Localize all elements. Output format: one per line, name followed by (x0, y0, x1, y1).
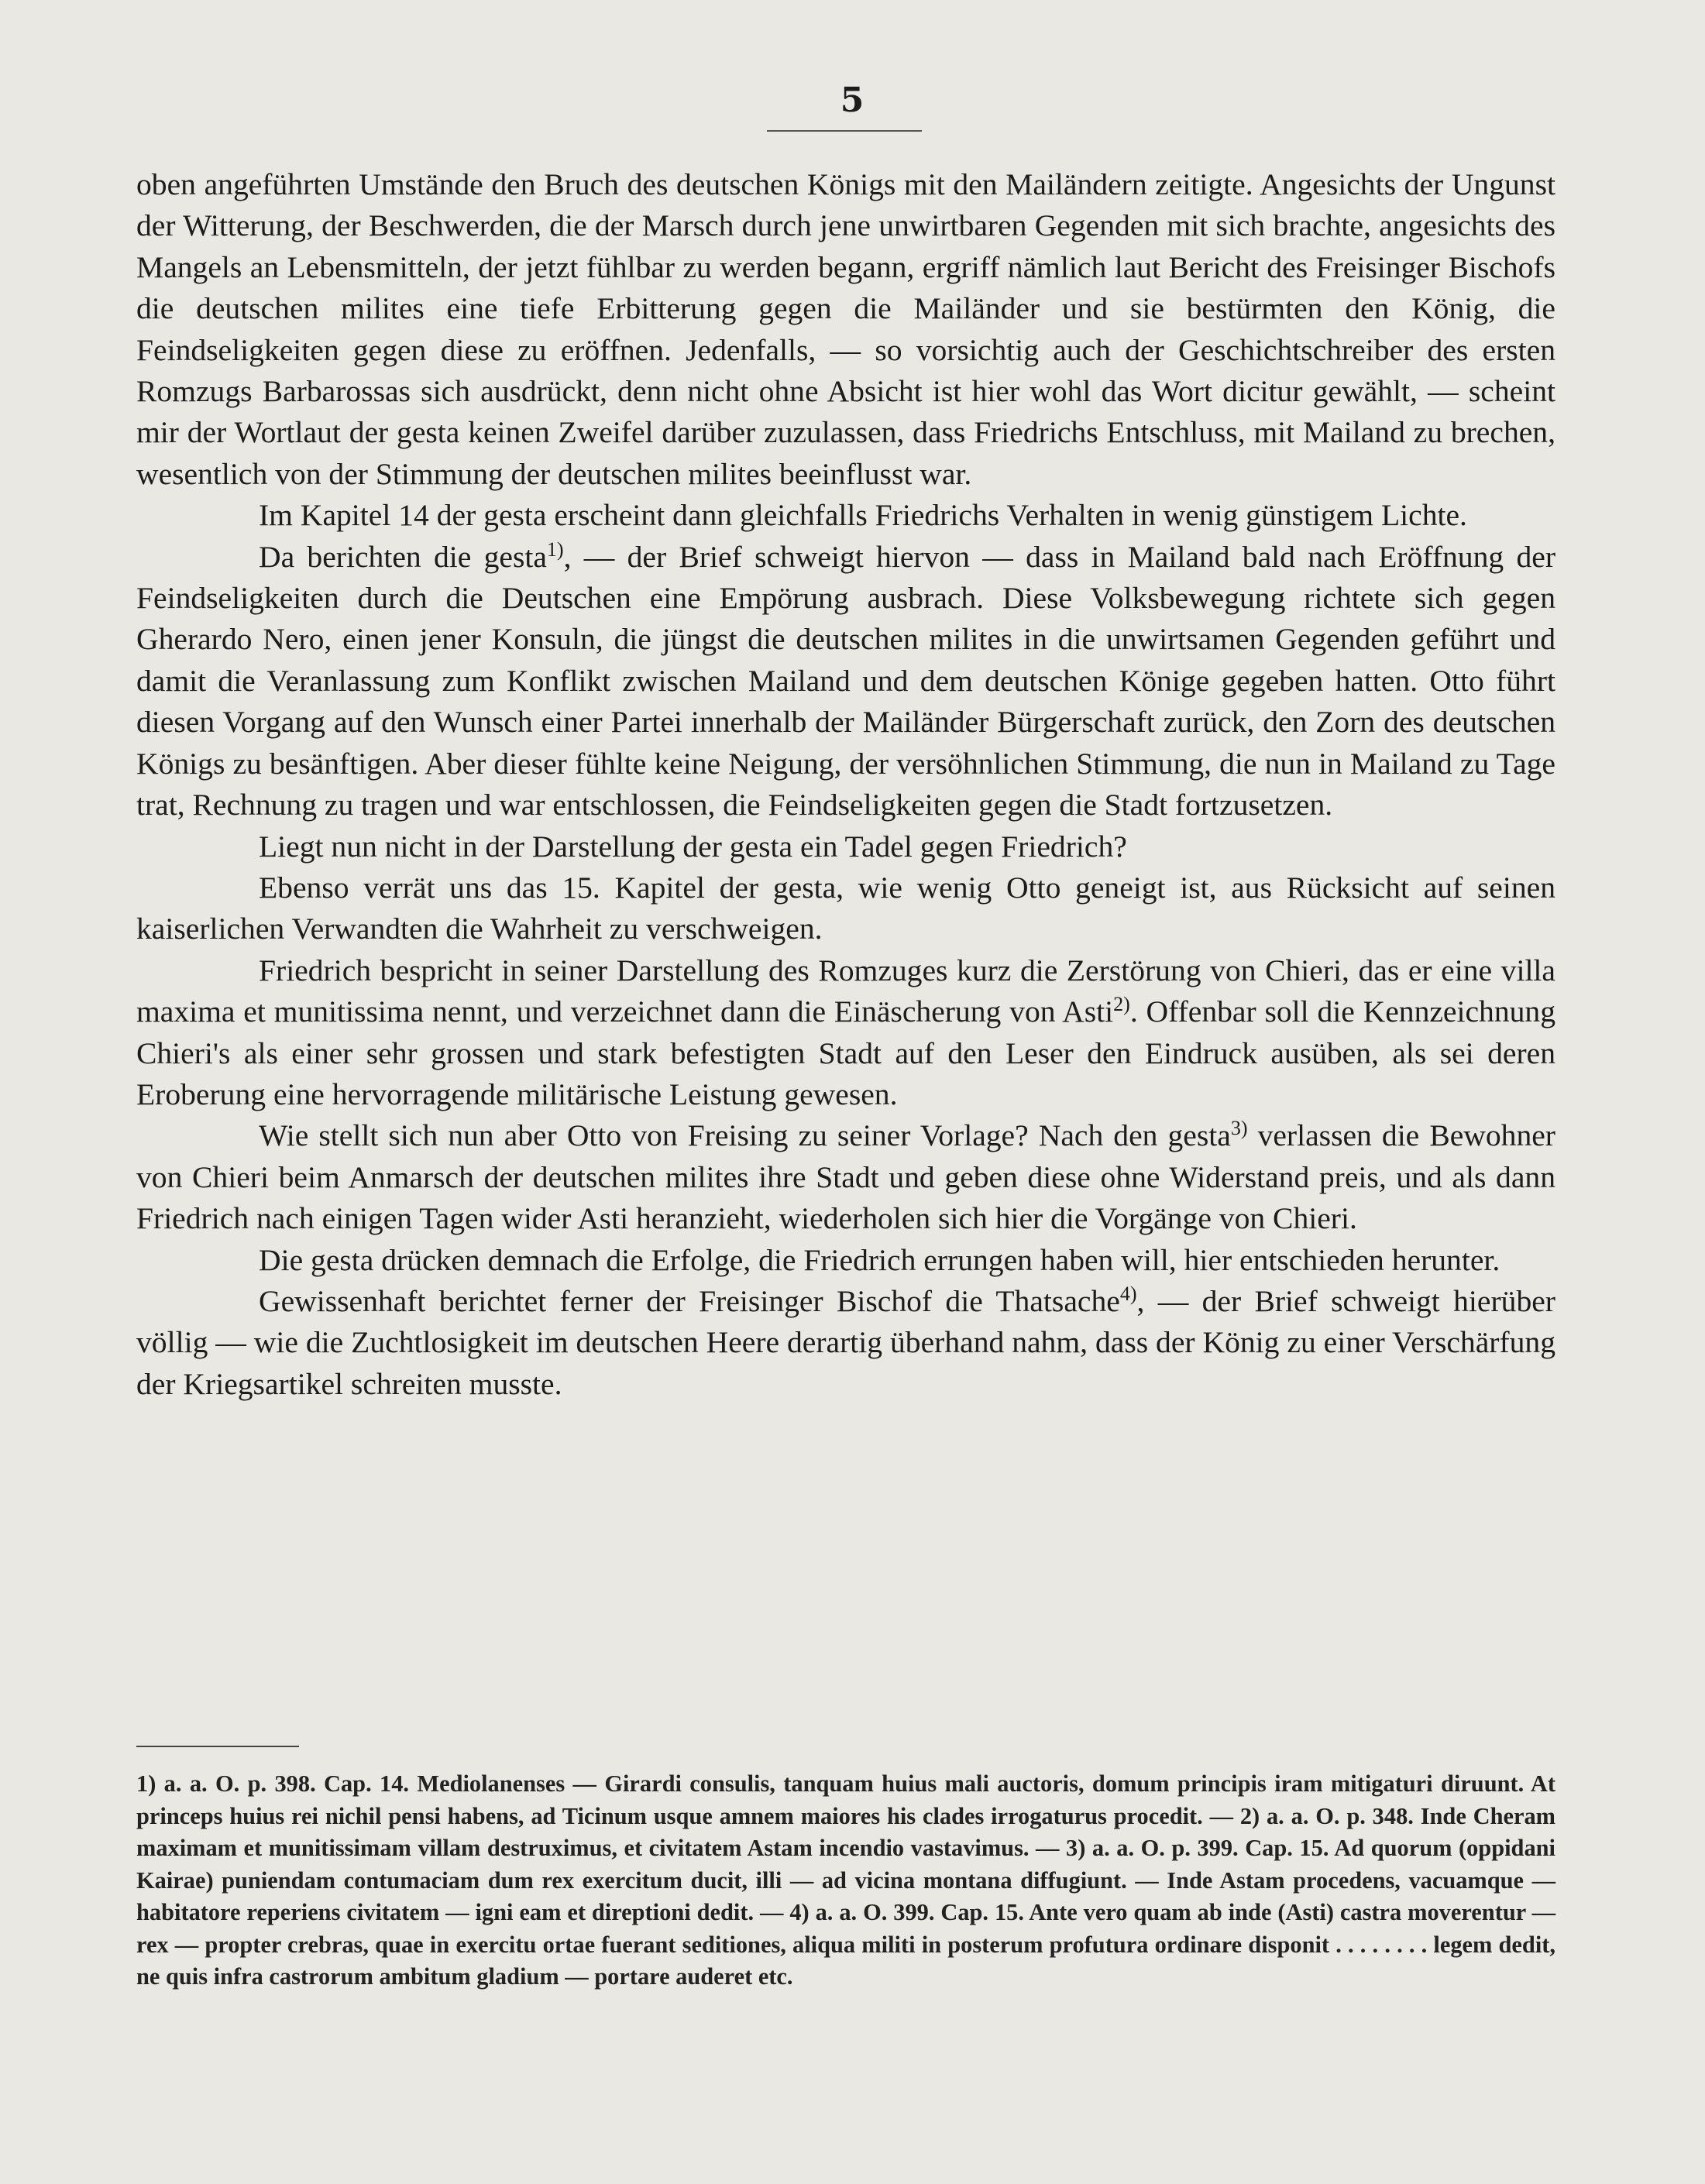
footnote-marker: 1) (546, 537, 564, 561)
footnote-divider (136, 1746, 299, 1747)
paragraph-text: verlassen die Bewohner von Chieri beim Anmarsch der deutschen milites ihre Stadt und geben diese ohne Widerstand preis, und als dann Friedrich nach einigen Tagen wider Asti heranzieht, wiederholen sich hier die Vorgänge von Chieri. (136, 1118, 1555, 1236)
footnote-text: 1) a. a. O. p. 398. Cap. 14. Mediolanenses — Girardi consulis, tanquam huius mali auctoris, domum principis iram mitigaturi diruunt. At princeps huius rei nichil pensi habens, ad Ticinum usque amnem maiores his clades irrogaturus procedit. — 2) a. a. O. p. 348. Inde Cheram maximam et munitissimam villam destruximus, et civitatem Astam incendio vastavimus. — 3) a. a. O. p. 399. Cap. 15. Ad quorum (oppidani Kairae) puniendam contumaciam dum rex exercitum ducit, illi — ad vicina montana diffugiunt. — Inde Astam procedens, vacuamque — habitatore reperiens civitatem — igni eam et direptioni dedit. — 4) a. a. O. 399. Cap. 15. Ante vero quam ab inde (Asti) castra moverentur — rex — propter crebras, quae in exercitu ortae fuerant seditiones, aliqua militi in posterum profutura ordinare disponit . . . . . . . . legem dedit, ne quis infra castrorum ambitum gladium — portare auderet etc. (136, 1770, 1555, 1990)
paragraph-text: , — der Brief schweigt hierüber völlig — wie die Zuchtlosigkeit im deutschen Heere derartig überhand nahm, dass der König zu einer Verschärfung der Kriegsartikel schreiten musste. (136, 1283, 1555, 1401)
paragraph-text: . Offenbar soll die Kennzeichnung Chieri's als einer sehr grossen und stark befestigten Stadt auf den Leser den Eindruck ausüben, als sei deren Eroberung eine hervorragende militärische Leistung gewesen. (136, 994, 1555, 1111)
paragraph (136, 1281, 1555, 1405)
paragraph-text: Da berichten die gesta (259, 539, 547, 574)
paragraph (136, 1115, 1555, 1239)
paragraph: Liegt nun nicht in der Darstellung der gesta ein Tadel gegen Friedrich? (259, 829, 1127, 864)
paragraph: Die gesta drücken demnach die Erfolge, die Friedrich errungen haben will, hier entschieden herunter. (259, 1242, 1500, 1277)
page-number: 5 (840, 81, 865, 120)
paragraph (136, 537, 1555, 826)
paragraph: Ebenso verrät uns das 15. Kapitel der gesta, wie wenig Otto geneigt ist, aus Rücksicht auf seinen kaiserlichen Verwandten die Wahrheit zu verschweigen. (136, 870, 1555, 946)
paragraph-text: Friedrich bespricht in seiner Darstellung des Romzuges kurz die Zerstörung von Chieri, das er eine villa maxima et munitissima nennt, und verzeichnet dann die Einäscherung von Asti (136, 953, 1555, 1029)
paragraph: Im Kapitel 14 der gesta erscheint dann gleichfalls Friedrichs Verhalten in wenig günstigem Lichte. (259, 498, 1467, 533)
paragraph: oben angeführten Umstände den Bruch des deutschen Königs mit den Mailändern zeitigte. Angesichts der Ungunst der Witterung, der Beschwerden, die der Marsch durch jene unwirtbaren Gegenden mit sich brachte, angesichts des Mangels an Lebensmitteln, der jetzt fühlbar zu werden begann, ergriff nämlich laut Bericht des Freisinger Bischofs die deutschen milites eine tiefe Erbitterung gegen die Mailänder und sie bestürmten den König, die Feindseligkeiten gegen diese zu eröffnen. Jedenfalls, — so vorsichtig auch der Geschichtschreiber des ersten Romzugs Barbarossas sich ausdrückt, denn nicht ohne Absicht ist hier wohl das Wort dicitur gewählt, — scheint mir der Wortlaut der gesta keinen Zweifel darüber zuzulassen, dass Friedrichs Entschluss, mit Mailand zu brechen, wesentlich von der Stimmung der deutschen milites beeinflusst war. (136, 167, 1555, 491)
footnote-marker: 2) (1113, 992, 1130, 1015)
paragraph-text: Wie stellt sich nun aber Otto von Freising zu seiner Vorlage? Nach den gesta (259, 1118, 1231, 1153)
footnotes (136, 1768, 1555, 1993)
main-text (136, 164, 1555, 1405)
paragraph-text: Gewissenhaft berichtet ferner der Freisinger Bischof die Thatsache (259, 1283, 1120, 1318)
header-divider (767, 130, 922, 132)
paragraph-text: , — der Brief schweigt hiervon — dass in Mailand bald nach Eröffnung der Feindseligkeiten durch die Deutschen eine Empörung ausbrach. Diese Volksbewegung richtete sich gegen Gherardo Nero, einen jener Konsuln, die jüngst die deutschen milites in die unwirtsamen Gegenden geführt und damit die Veranlassung zum Konflikt zwischen Mailand und dem deutschen Könige gegeben hatten. Otto führt diesen Vorgang auf den Wunsch einer Partei innerhalb der Mailänder Bürgerschaft zurück, den Zorn des deutschen Königs zu besänftigen. Aber dieser fühlte keine Neigung, der versöhnlichen Stimmung, die nun in Mailand zu Tage trat, Rechnung zu tragen und war entschlossen, die Feindseligkeiten gegen die Stadt fortzusetzen. (136, 539, 1555, 822)
paragraph (136, 950, 1555, 1116)
footnote-marker: 4) (1119, 1282, 1137, 1305)
footnote-marker: 3) (1230, 1117, 1248, 1140)
